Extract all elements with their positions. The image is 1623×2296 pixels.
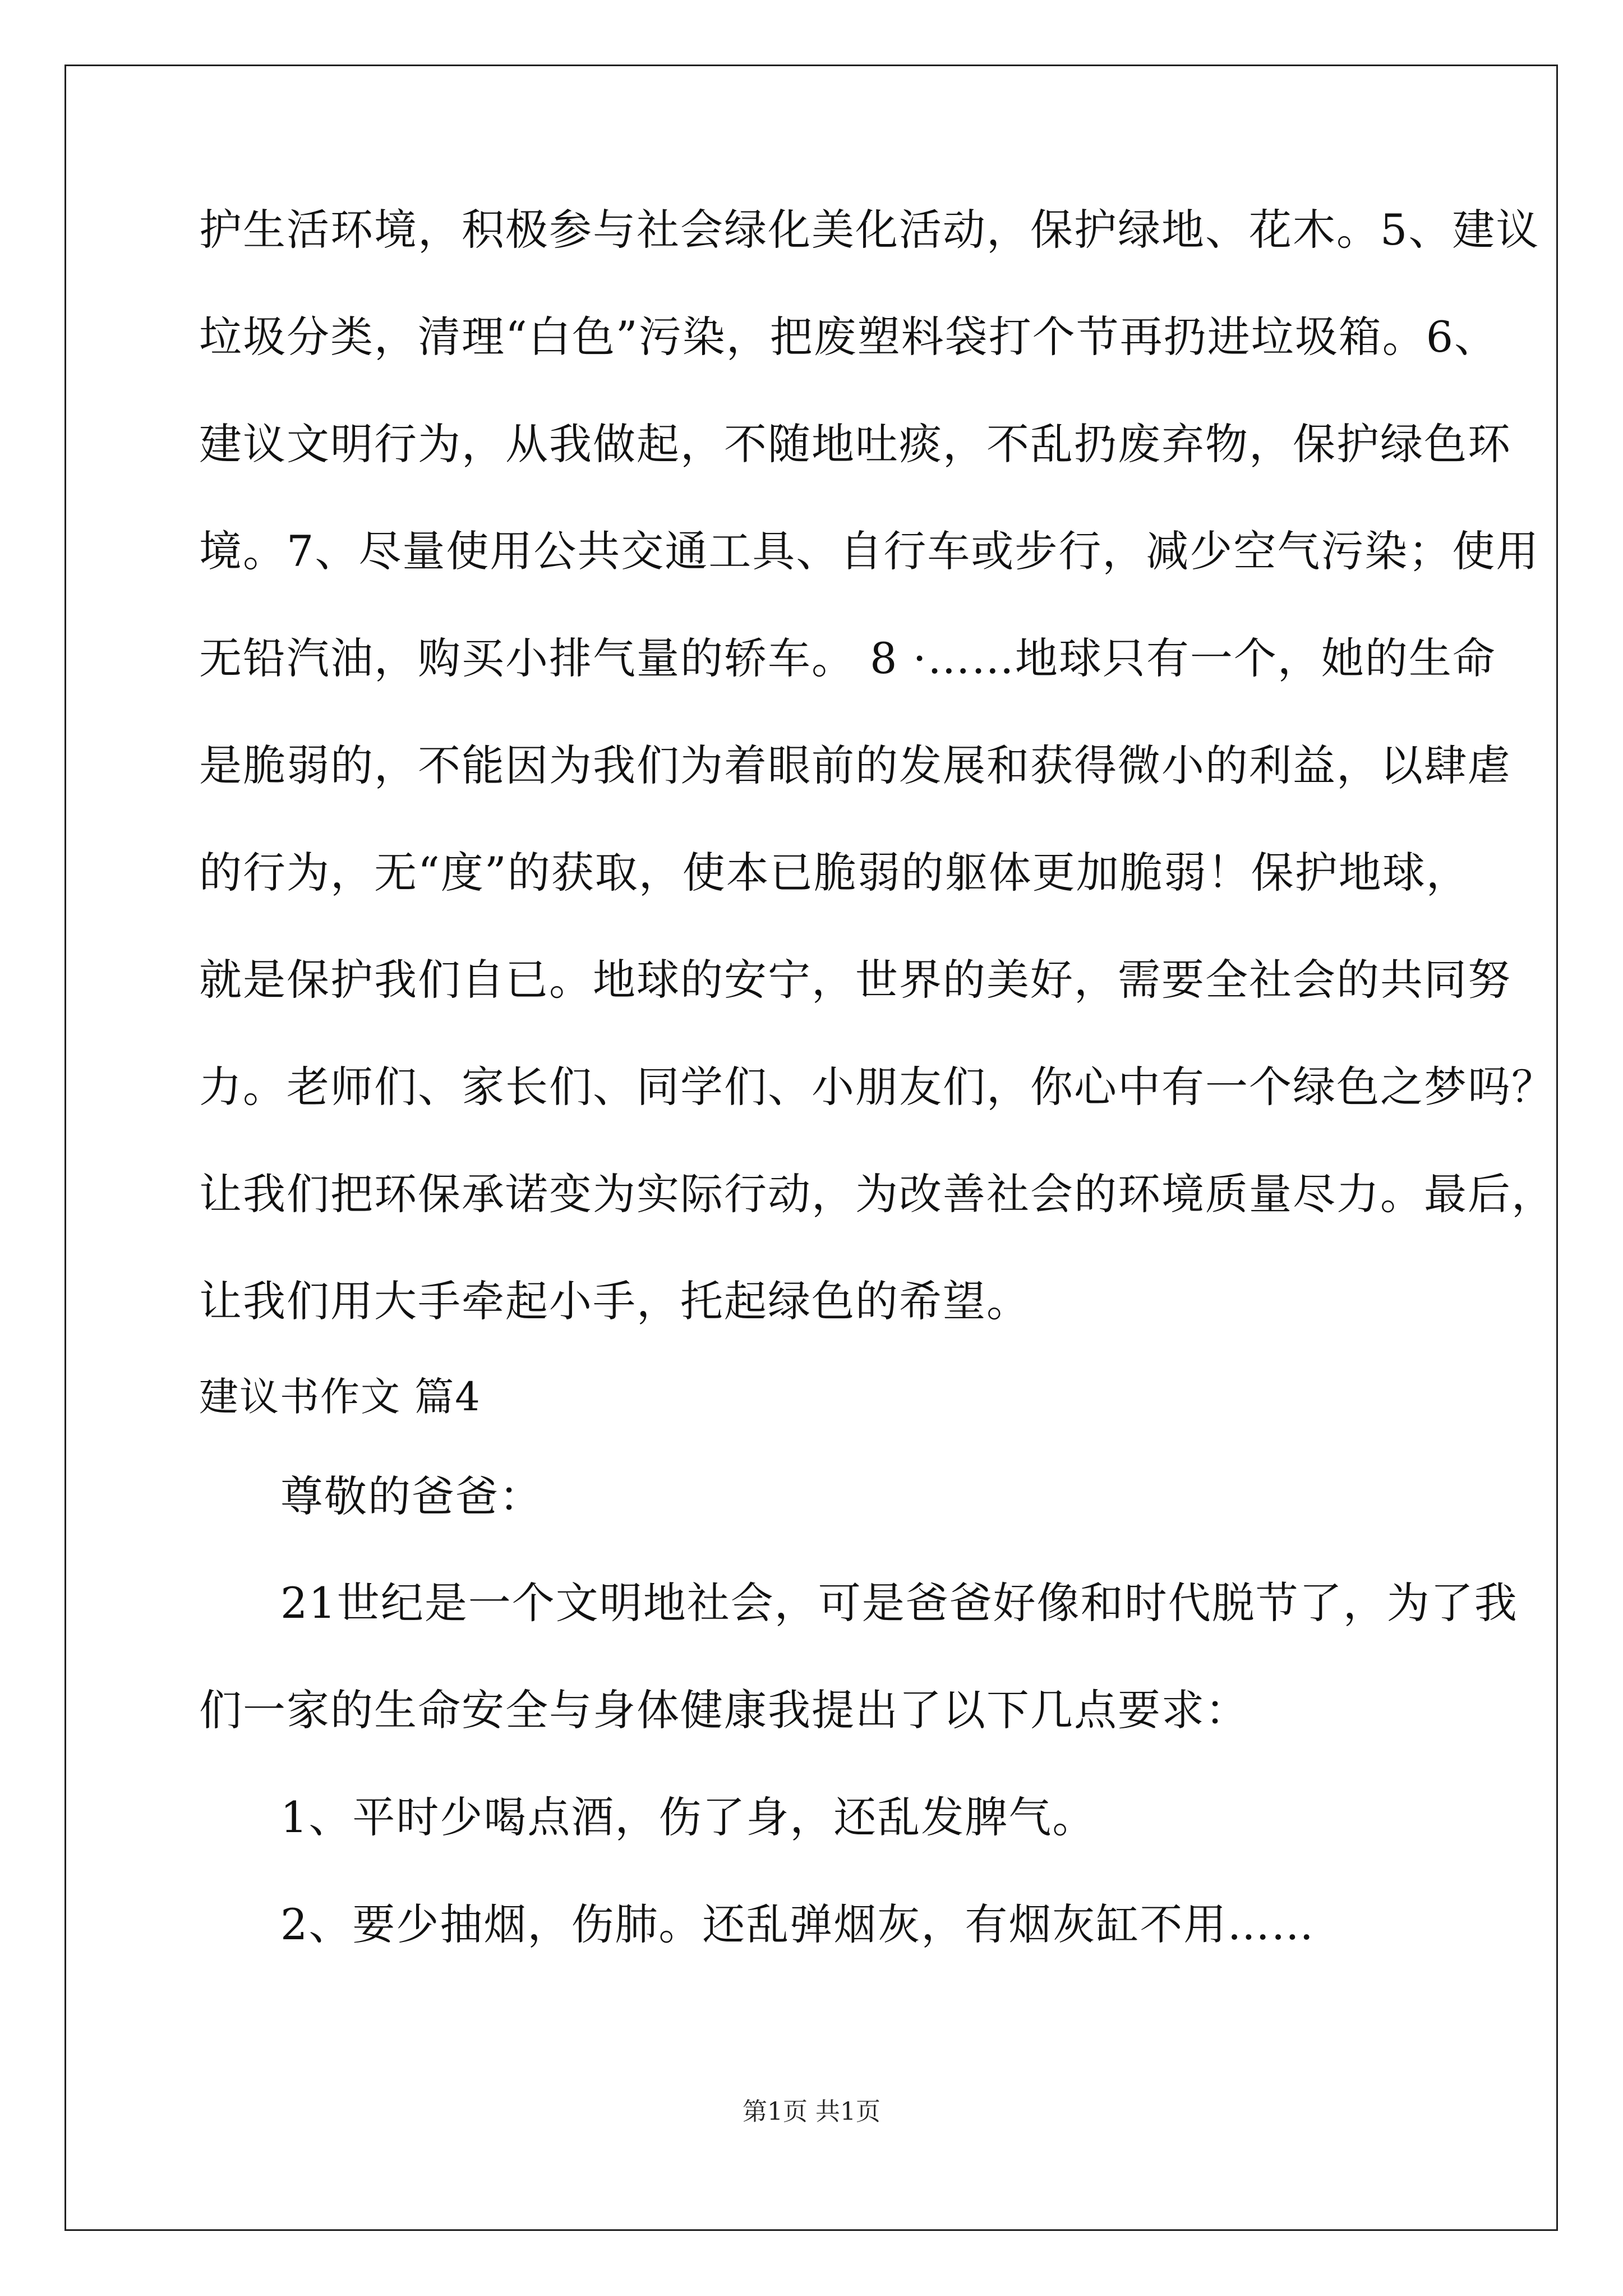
body-line-8: 就是保护我们自已。地球的安宁，世界的美好，需要全社会的共同努	[199, 955, 1511, 1005]
body-line-7: 的行为，无“度”的获取，使本已脆弱的躯体更加脆弱！保护地球，	[199, 848, 1470, 898]
body-line-11: 让我们用大手牵起小手，托起绿色的希望。	[199, 1276, 1030, 1326]
letter-item-1: 1、平时少喝点酒，伤了身，还乱发脾气。	[280, 1792, 1096, 1842]
letter-paragraph-line-1: 21世纪是一个文明地社会，可是爸爸好像和时代脱节了，为了我	[280, 1578, 1518, 1628]
body-line-6: 是脆弱的，不能因为我们为着眼前的发展和获得微小的利益，以肆虐	[199, 740, 1511, 790]
section-heading: 建议书作文 篇4	[199, 1374, 481, 1420]
body-line-2: 垃圾分类，清理“白色”污染，把废塑料袋打个节再扔进垃圾箱。6、	[199, 312, 1498, 362]
body-line-3: 建议文明行为，从我做起，不随地吐痰，不乱扔废弃物，保护绿色环	[199, 419, 1511, 469]
page-footer: 第1页 共1页	[743, 2097, 880, 2126]
letter-salutation: 尊敬的爸爸：	[280, 1471, 543, 1521]
body-line-9: 力。老师们、家长们、同学们、小朋友们，你心中有一个绿色之梦吗？	[199, 1062, 1555, 1112]
letter-item-2: 2、要少抽烟，伤肺。还乱弹烟灰，有烟灰缸不用……	[280, 1899, 1315, 1949]
body-line-4: 境。7、尽量使用公共交通工具、自行车或步行，减少空气污染；使用	[199, 526, 1540, 576]
body-line-1: 护生活环境，积极参与社会绿化美化活动，保护绿地、花木。5、建议	[199, 205, 1540, 255]
body-line-10: 让我们把环保承诺变为实际行动，为改善社会的环境质量尽力。最后，	[199, 1169, 1555, 1219]
body-line-5: 无铅汽油，购买小排气量的轿车。 8 ·……地球只有一个，她的生命	[199, 633, 1496, 683]
letter-paragraph-line-2: 们一家的生命安全与身体健康我提出了以下几点要求：	[199, 1685, 1249, 1735]
